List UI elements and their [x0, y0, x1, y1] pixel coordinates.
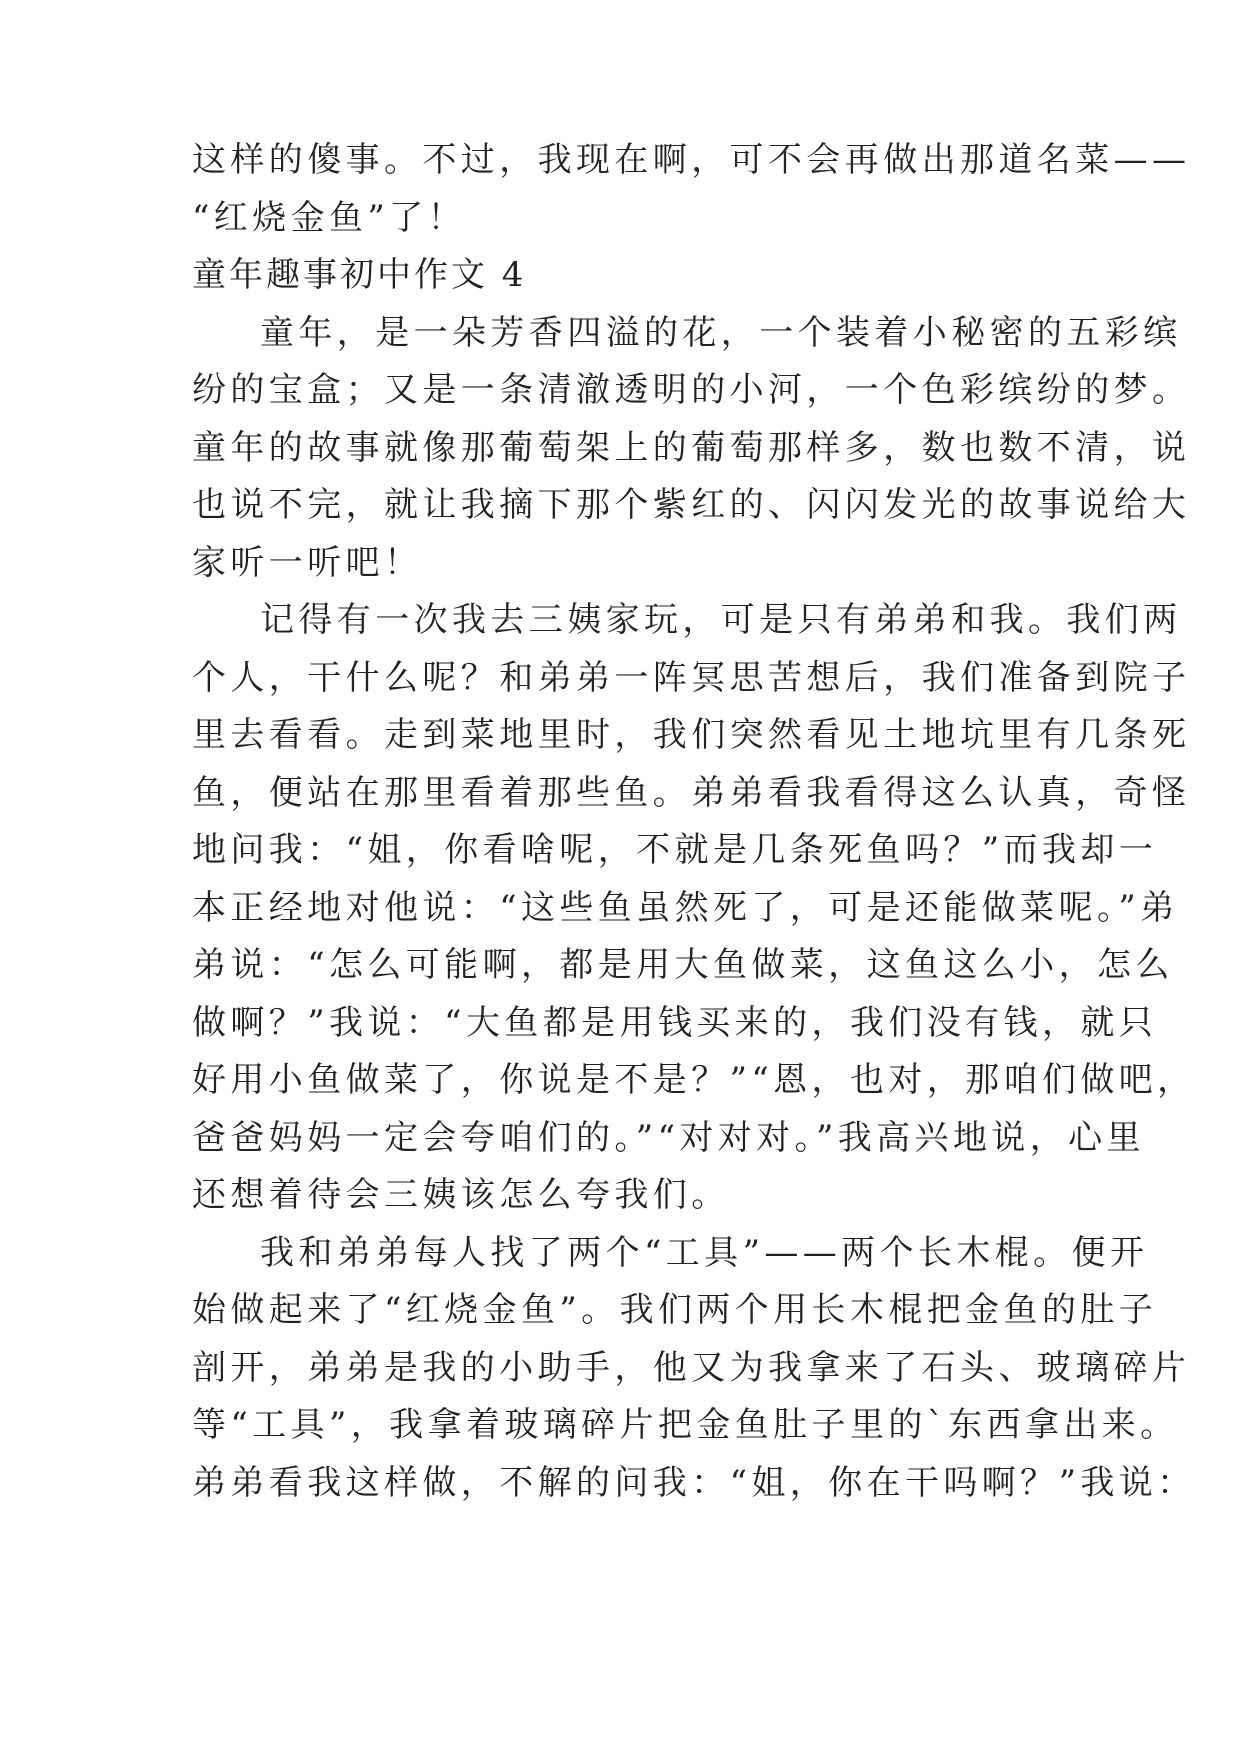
continuation-line: “红烧金鱼”了！	[192, 197, 466, 238]
paragraph-line: 始做起来了“红烧金鱼”。我们两个用长木棍把金鱼的肚子	[192, 1290, 1158, 1330]
paragraph-line: 鱼，便站在那里看着那些鱼。弟弟看我看得这么认真，奇怪	[192, 772, 1191, 813]
paragraph-line: 纷的宝盒；又是一条清澈透明的小河，一个色彩缤纷的梦。	[192, 370, 1191, 410]
paragraph-line: 好用小鱼做菜了，你说是不是？”“恩，也对，那咱们做吧，	[192, 1060, 1196, 1100]
paragraph-line: 剖开，弟弟是我的小助手，他又为我拿来了石头、玻璃碎片	[192, 1347, 1191, 1388]
paragraph-line: 爸爸妈妈一定会夸咱们的。”“对对对。”我高兴地说，心里	[192, 1117, 1145, 1158]
paragraph-line: 里去看看。走到菜地里时，我们突然看见土地坑里有几条死	[192, 715, 1191, 755]
paragraph-line: 地问我：“姐，你看啥呢，不就是几条死鱼吗？”而我却一	[192, 830, 1158, 870]
continuation-line: 这样的傻事。不过，我现在啊，可不会再做出那道名菜——	[192, 140, 1191, 180]
paragraph-line: 还想着待会三姨该怎么夸我们。	[192, 1175, 730, 1215]
paragraph-line: 本正经地对他说：“这些鱼虽然死了，可是还能做菜呢。”弟	[192, 887, 1179, 928]
paragraph-line: 记得有一次我去三姨家玩，可是只有弟弟和我。我们两	[260, 600, 1182, 640]
paragraph-line: 童年的故事就像那葡萄架上的葡萄那样多，数也数不清，说	[192, 427, 1191, 468]
section-heading: 童年趣事初中作文 4	[192, 255, 527, 295]
paragraph-line: 弟说：“怎么可能啊，都是用大鱼做菜，这鱼这么小，怎么	[192, 945, 1174, 985]
paragraph-line: 做啊？”我说：“大鱼都是用钱买来的，我们没有钱，就只	[192, 1002, 1158, 1043]
paragraph-line: 我和弟弟每人找了两个“工具”——两个长木棍。便开	[260, 1232, 1149, 1273]
paragraph-line: 童年，是一朵芳香四溢的花，一个装着小秘密的五彩缤	[260, 312, 1182, 353]
article-body	[192, 132, 1196, 1512]
paragraph-line: 个人，干什么呢？和弟弟一阵冥思苦想后，我们准备到院子	[192, 657, 1191, 698]
paragraph-line: 弟弟看我这样做，不解的问我：“姐，你在干吗啊？”我说：	[192, 1462, 1196, 1503]
paragraph-line: 也说不完，就让我摘下那个紫红的、闪闪发光的故事说给大	[192, 485, 1191, 525]
paragraph-line: 等“工具”，我拿着玻璃碎片把金鱼肚子里的`东西拿出来。	[192, 1405, 1179, 1445]
paragraph-line: 家听一听吧！	[192, 542, 423, 583]
